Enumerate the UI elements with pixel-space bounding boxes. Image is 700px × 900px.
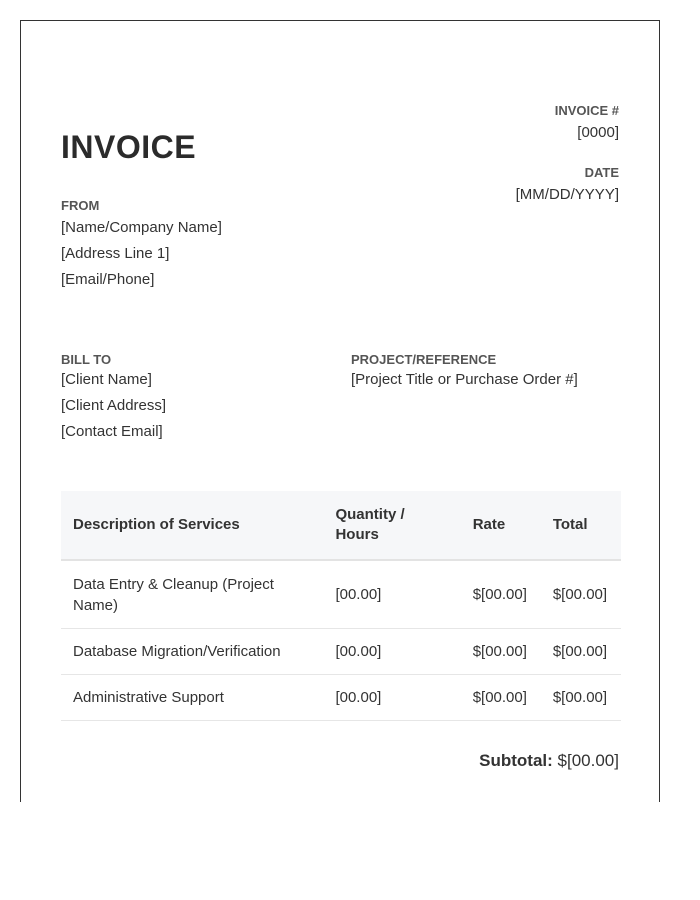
cell-total: $[00.00]: [541, 560, 621, 629]
cell-quantity: [00.00]: [323, 560, 460, 629]
services-table: [61, 491, 621, 721]
bill-to-contact-email: [Contact Email]: [61, 423, 163, 440]
cell-rate: $[00.00]: [461, 675, 541, 721]
invoice-number-value: [0000]: [577, 124, 619, 141]
cell-rate: $[00.00]: [461, 629, 541, 675]
invoice-date-block: [359, 165, 619, 208]
subtotal-line: [479, 751, 619, 771]
invoice-date-value: [MM/DD/YYYY]: [515, 186, 619, 203]
from-label: FROM: [61, 198, 100, 213]
table-row: [61, 675, 621, 721]
subtotal-value: $[00.00]: [557, 751, 619, 770]
table-header-row: [61, 491, 621, 560]
project-reference-value: [Project Title or Purchase Order #]: [351, 371, 578, 388]
invoice-title: INVOICE: [61, 129, 197, 165]
subtotal-label: Subtotal:: [479, 751, 553, 770]
cell-quantity: [00.00]: [323, 675, 460, 721]
invoice-number-label: INVOICE #: [554, 103, 619, 118]
header-quantity: Quantity / Hours: [323, 491, 460, 560]
bill-to-client-address: [Client Address]: [61, 397, 167, 414]
bill-to-client-name: [Client Name]: [61, 371, 152, 388]
bill-to-block: [61, 352, 166, 445]
header-total: Total: [541, 491, 621, 560]
invoice-date-label: DATE: [584, 165, 619, 180]
cell-rate: $[00.00]: [461, 560, 541, 629]
project-reference-block: [351, 352, 578, 393]
cell-description: Database Migration/Verification: [61, 629, 323, 675]
from-contact: [Email/Phone]: [61, 271, 155, 288]
from-address: [Address Line 1]: [61, 245, 170, 262]
from-name: [Name/Company Name]: [61, 219, 222, 236]
cell-description: Data Entry & Cleanup (Project Name): [61, 560, 323, 629]
cell-quantity: [00.00]: [323, 629, 460, 675]
bill-to-label: BILL TO: [61, 352, 112, 367]
header-description: Description of Services: [61, 491, 323, 560]
table-row: [61, 560, 621, 629]
cell-total: $[00.00]: [541, 675, 621, 721]
invoice-number-block: [359, 103, 619, 146]
project-reference-label: PROJECT/REFERENCE: [351, 352, 497, 367]
cell-description: Administrative Support: [61, 675, 323, 721]
cell-total: $[00.00]: [541, 629, 621, 675]
invoice-page: [20, 20, 660, 802]
from-block: [61, 198, 222, 293]
table-row: [61, 629, 621, 675]
header-rate: Rate: [461, 491, 541, 560]
